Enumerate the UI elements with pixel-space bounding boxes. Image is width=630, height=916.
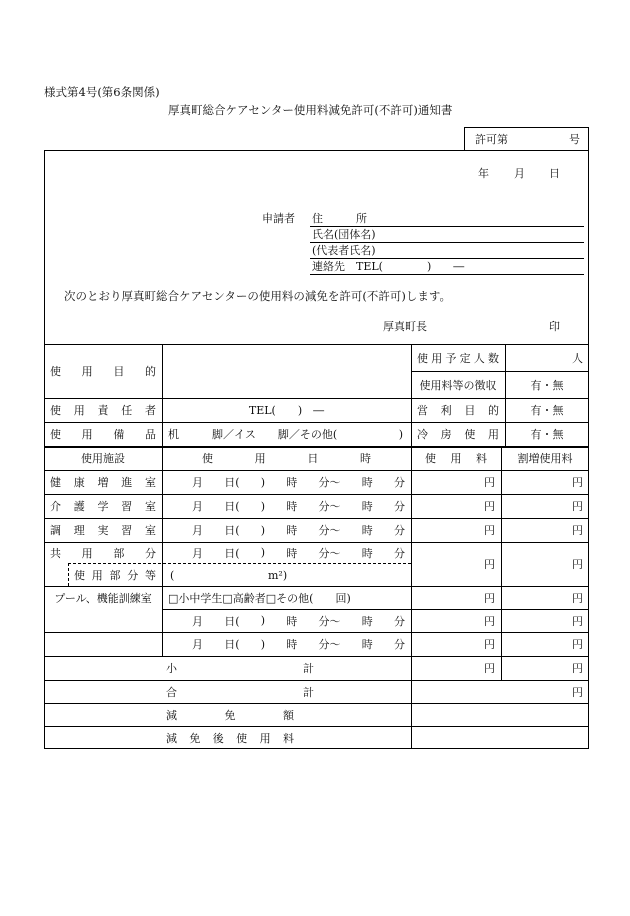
notice-statement: 次のとおり厚真町総合ケアセンターの使用料の減免を許可(不許可)します。 [64,289,451,303]
subtotal-label [160,656,320,680]
char: 目 [113,365,125,378]
purpose-label [44,344,162,398]
time-part: 時 [361,546,373,560]
time-part: 月 [192,476,203,489]
time-part: ) [260,614,266,627]
char: 進 [121,476,133,489]
char: 用 [450,452,462,465]
equipment-close-paren: ) [398,427,403,441]
applicant-label: 申請者 [262,212,295,225]
date-day: 日 [549,167,560,180]
time-part: 時 [286,524,298,537]
time-part: ) [260,475,266,489]
notice-frame [44,150,589,345]
time-part: 日( [224,476,240,489]
char: 料 [282,731,294,745]
char: 使 [74,569,85,582]
common-part-name [44,542,162,563]
char: 予 [445,351,457,365]
time-part: 分 [394,476,405,489]
char: 的 [487,404,499,417]
common-area-unit: m²) [268,568,288,582]
applicant-representative: (代表者氏名) [312,244,376,257]
time-part: 時 [361,476,373,489]
form-number: 様式第4号(第6条関係) [44,85,160,99]
char: 習 [121,524,133,537]
char: 品 [144,428,156,441]
char: 利 [440,404,452,417]
responsible-tel: TEL( ) ― [248,404,325,417]
char: 使 [50,428,61,441]
fee-collection-label: 使用料等の徴収 [419,378,497,392]
time-part: 月 [192,524,203,537]
char: 理 [73,524,85,537]
char: 目 [464,404,476,417]
profit-label [411,398,505,422]
char: 減 [166,708,177,722]
char: 用 [81,428,93,441]
char: 使 [50,365,61,378]
char: 使 [50,404,61,417]
surcharge-2: 円 [572,524,583,537]
char: 計 [303,685,314,699]
surcharge-pool-2: 円 [572,638,583,651]
char: 用 [81,546,93,560]
char: 室 [145,476,156,489]
time-part: 月 [192,638,203,651]
header-datetime [162,446,411,470]
equipment-detail-text: 机 脚／イス 脚／その他( [168,428,338,441]
profit-choice: 有・無 [530,404,564,417]
char: 時 [359,452,371,465]
char: 免 [189,731,201,745]
time-part: 分～ [318,476,341,489]
char: 使 [464,428,476,441]
reduction-label [160,703,300,726]
fee-1: 円 [484,500,495,513]
char: 用 [91,569,103,582]
time-part: 時 [361,500,373,513]
char: 冷 [417,428,428,441]
datetime-2 [162,518,411,542]
expected-people-label [411,344,505,371]
char: 分 [144,546,156,560]
subtotal-fee: 円 [484,662,495,675]
header-facility: 使用施設 [81,452,125,465]
seal-mark: 印 [549,320,560,333]
time-part: 分 [394,546,405,560]
time-part: ) [260,546,266,559]
char: 部 [109,569,121,582]
char: 減 [166,731,177,745]
char: 日 [307,452,319,465]
time-part: ) [260,523,266,537]
char: 料 [476,452,487,465]
applicant-contact: 連絡先 TEL( ) ― [312,260,465,273]
char: 健 [50,476,61,489]
time-part: 時 [286,614,298,628]
char: 分 [127,569,139,582]
date-year: 年 [478,167,489,180]
common-usage-label [68,564,162,586]
char: 習 [121,500,133,513]
time-part: 分 [394,638,405,651]
char: 免 [224,708,236,722]
header-fee [411,446,501,470]
char: 数 [487,351,499,365]
char: 介 [50,500,61,513]
time-part: 日( [224,638,240,651]
row-line [44,726,589,727]
header-surcharge: 割増使用料 [517,452,573,465]
permit-label: 許可第 [475,133,508,146]
char: 用 [73,404,85,417]
char: 備 [113,428,125,441]
fee-pool: 円 [484,591,495,605]
datetime-pool-1 [162,609,411,632]
char: 後 [212,731,224,745]
people-unit: 人 [572,351,583,365]
time-part: 日( [224,500,240,513]
char: 用 [254,452,266,465]
char: 者 [145,404,156,417]
subtotal-surcharge: 円 [572,662,583,675]
char: 室 [145,500,156,513]
time-part: 日( [224,546,240,560]
permit-number-box [464,127,589,151]
fee-common: 円 [484,558,495,571]
pool-name: プール、機能訓練室 [54,591,152,605]
char: 使 [417,351,428,365]
char: 康 [73,476,85,489]
time-part: 時 [286,500,298,513]
char: 房 [440,428,452,441]
aircon-label [411,422,505,446]
char: 学 [97,500,109,513]
datetime-0 [162,470,411,494]
time-part: 日( [224,614,240,628]
time-part: 分～ [318,500,341,513]
char: 責 [97,404,109,417]
address-underline [310,226,584,227]
time-part: 分～ [318,614,341,628]
char: 合 [166,685,177,699]
fee-2: 円 [484,524,495,537]
time-part: ) [260,637,266,651]
char: 用 [487,428,499,441]
char: 使 [202,452,213,465]
contact-underline [310,274,584,275]
time-part: 時 [361,614,373,628]
document-title: 厚真町総合ケアセンター使用料減免許可(不許可)通知書 [168,103,453,117]
time-part: 月 [192,614,203,628]
time-part: 分 [394,500,405,513]
time-part: 時 [286,546,298,560]
char: 増 [97,476,109,489]
common-area-open: ( [170,568,175,582]
surcharge-0: 円 [572,476,583,489]
time-part: 時 [286,638,298,651]
applicant-name: 氏名(団体名) [312,228,376,241]
char: 定 [459,351,471,365]
surcharge-common: 円 [572,558,583,571]
after-reduction-label [160,726,300,749]
char: 室 [145,524,156,537]
char: 的 [144,365,156,378]
time-part: 分～ [318,524,341,537]
facility-name-0 [44,470,162,494]
time-part: 分 [394,524,405,537]
pool-options: □小中学生□高齢者□その他( 回) [168,591,351,605]
time-part: 分～ [318,546,341,560]
time-part: 時 [361,524,373,537]
equipment-label [44,422,162,446]
time-part: ) [260,499,266,513]
time-part: 月 [192,546,203,560]
surcharge-pool-1: 円 [572,614,583,628]
name-underline [310,242,584,243]
equipment-detail [162,422,411,446]
time-part: 月 [192,500,203,513]
time-part: 時 [286,476,298,489]
char: 小 [166,662,177,675]
facility-name-2 [44,518,162,542]
datetime-pool-2 [162,632,411,656]
date-month: 月 [514,167,525,180]
fee-collection-choice: 有・無 [530,378,564,392]
time-part: 時 [361,638,373,651]
surcharge-1: 円 [572,500,583,513]
time-part: 分～ [318,638,341,651]
row-line [44,703,589,704]
total-label [160,680,320,703]
fee-pool-1: 円 [484,614,495,628]
char: 使 [425,452,436,465]
char: 共 [50,546,61,560]
char: 用 [431,351,443,365]
fee-0: 円 [484,476,495,489]
datetime-common [162,542,411,563]
aircon-choice: 有・無 [530,428,564,441]
char: 実 [97,524,109,537]
char: 営 [417,404,428,417]
char: 用 [259,731,271,745]
common-area [162,564,411,586]
char: 計 [303,662,314,675]
surcharge-pool: 円 [572,591,583,605]
char: 任 [121,404,133,417]
char: 調 [50,524,61,537]
time-part: 日( [224,524,240,537]
responsible-label [44,398,162,422]
applicant-address: 住 所 [312,212,367,225]
char: 人 [473,351,485,365]
permit-suffix: 号 [569,133,580,146]
char: 護 [73,500,85,513]
facility-name-1 [44,494,162,518]
char: 等 [145,569,156,582]
datetime-1 [162,494,411,518]
char: 部 [113,546,125,560]
char: 額 [283,708,294,722]
time-part: 分 [394,614,405,628]
char: 用 [81,365,93,378]
total-value: 円 [572,685,583,699]
mayor-label: 厚真町長 [383,320,427,333]
rep-underline [310,258,584,259]
char: 使 [236,731,248,745]
fee-pool-2: 円 [484,638,495,651]
